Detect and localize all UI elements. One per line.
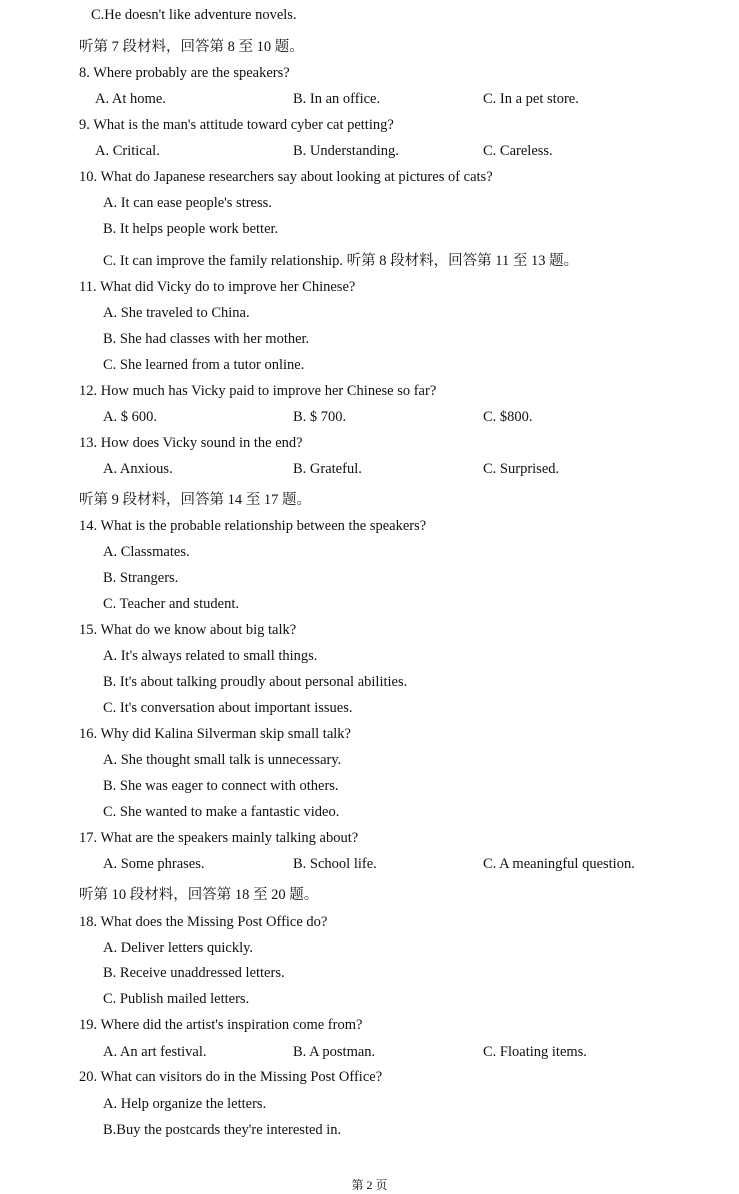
option-text: C.He doesn't like adventure novels.: [91, 7, 297, 23]
question-11: 11. What did Vicky do to improve her Chinese?: [79, 279, 356, 295]
question-12: 12. How much has Vicky paid to improve her Chinese so far?: [79, 383, 437, 399]
question-18: 18. What does the Missing Post Office do?: [79, 914, 328, 930]
option-c: C. Publish mailed letters.: [103, 991, 250, 1007]
option-a: A. At home.: [95, 91, 166, 107]
option-a: A. Some phrases.: [103, 856, 205, 872]
option-a: A. Deliver letters quickly.: [103, 940, 254, 956]
question-20: 20. What can visitors do in the Missing Post Office?: [79, 1069, 383, 1085]
option-c: C. Surprised.: [483, 461, 560, 477]
option-c: C. A meaningful question.: [483, 856, 635, 872]
question-8: 8. Where probably are the speakers?: [79, 65, 290, 81]
question-15: 15. What do we know about big talk?: [79, 622, 297, 638]
section-heading: 听第 9 段材料，回答第 14 至 17 题。: [79, 492, 311, 508]
option-a: A. Critical.: [95, 143, 160, 159]
option-b: B. She was eager to connect with others.: [103, 778, 339, 794]
option-c: C. Teacher and student.: [103, 596, 240, 612]
option-a: A. She thought small talk is unnecessary.: [103, 752, 342, 768]
option-c: C. She learned from a tutor online.: [103, 357, 305, 373]
question-9: 9. What is the man's attitude toward cyber cat petting?: [79, 117, 394, 133]
option-b: B. It helps people work better.: [103, 221, 279, 237]
page-number: 第 2 页: [351, 1178, 388, 1192]
option-b: B. School life.: [293, 856, 377, 872]
option-c: C. It can improve the family relationship. 听第 8 段材料，回答第 11 至 13 题。: [103, 253, 579, 269]
option-c: C. In a pet store.: [483, 91, 579, 107]
option-b: B. Receive unaddressed letters.: [103, 965, 285, 981]
option-c: C. Floating items.: [483, 1044, 587, 1060]
option-b: B. Grateful.: [293, 461, 362, 477]
question-14: 14. What is the probable relationship between the speakers?: [79, 518, 427, 534]
question-17: 17. What are the speakers mainly talking about?: [79, 830, 359, 846]
option-a: A. An art festival.: [103, 1044, 207, 1060]
option-a: A. It can ease people's stress.: [103, 195, 272, 211]
option-a: A. She traveled to China.: [103, 305, 250, 321]
option-c: C. It's conversation about important issues.: [103, 700, 353, 716]
question-13: 13. How does Vicky sound in the end?: [79, 435, 303, 451]
option-b: B.Buy the postcards they're interested in.: [103, 1122, 342, 1138]
option-b: B. She had classes with her mother.: [103, 331, 310, 347]
option-c: C. $800.: [483, 409, 533, 425]
question-10: 10. What do Japanese researchers say about looking at pictures of cats?: [79, 169, 493, 185]
option-b: B. Strangers.: [103, 570, 179, 586]
option-a: A. It's always related to small things.: [103, 648, 318, 664]
option-b: B. $ 700.: [293, 409, 347, 425]
option-a: A. $ 600.: [103, 409, 157, 425]
question-19: 19. Where did the artist's inspiration come from?: [79, 1017, 363, 1033]
option-b: B. It's about talking proudly about personal abilities.: [103, 674, 408, 690]
option-a: A. Anxious.: [103, 461, 173, 477]
option-b: B. Understanding.: [293, 143, 399, 159]
option-b: B. In an office.: [293, 91, 381, 107]
option-a: A. Classmates.: [103, 544, 190, 560]
option-b: B. A postman.: [293, 1044, 376, 1060]
question-16: 16. Why did Kalina Silverman skip small talk?: [79, 726, 351, 742]
option-c: C. She wanted to make a fantastic video.: [103, 804, 340, 820]
option-a: A. Help organize the letters.: [103, 1096, 267, 1112]
option-c: C. Careless.: [483, 143, 553, 159]
section-heading: 听第 10 段材料，回答第 18 至 20 题。: [79, 887, 319, 903]
section-heading: 听第 7 段材料，回答第 8 至 10 题。: [79, 39, 304, 55]
